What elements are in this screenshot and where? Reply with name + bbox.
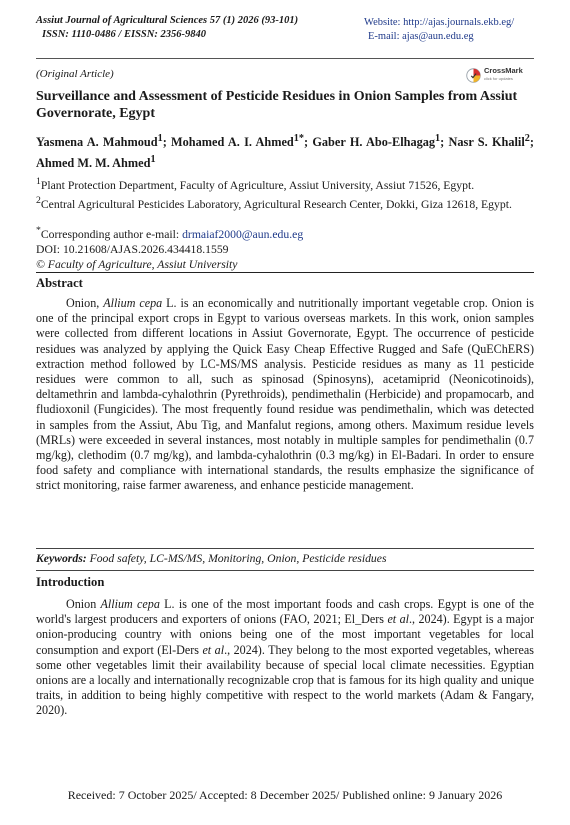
journal-issn: ISSN: 1110-0486 / EISSN: 2356-9840 [42, 29, 206, 40]
copyright-line: © Faculty of Agriculture, Assiut University [36, 257, 238, 271]
abstract-paragraph: Onion, Allium cepa L. is an economically and nutritionally important vegetable crop. Onion is one of the principal export crops in Egypt to various overseas markets. In this work, onion samples were collected from different locations in Assiut Governorate, Egypt. The occurrence of pesticide residues was analyzed by applying the Quick Easy Cheap Effective Rugged and Safe (QuEChERS) extraction method followed by LC-MS/MS analysis. Pesticide residues as many as 11 pesticide residues were common to all, such as spinosad (Spinosyns), acetamiprid (Neonicotinoids), deltamethrin and lambda-cyhalothrin (Pyrethroids), pendimethalin (Herbicide) and propamocarb, and fludioxonil (Fungicides). The most frequently found residue was pendimethalin, which was detected in samples from the Assiut, Abu Tig, and Manfalut regions, among others. Maximum residue levels (MRLs) were exceeded in several instances, most notably in multiple samples for pendimethalin (0.7 mg/kg), clethodim (0.7 mg/kg), and lambda-cyhalothrin (0.3 mg/kg) in El-Badari. In order to ensure food safety and compliance with international standards, the results emphasize the significance of strict monitoring, raise farmer awareness, and enhance pesticide management. [36, 296, 534, 493]
keywords-divider-top [36, 548, 534, 549]
website-link[interactable]: http://ajas.journals.ekb.eg/ [403, 17, 515, 28]
author-name: Gaber H. Abo-Elhagag [312, 135, 436, 150]
author-affil-mark: 2 [524, 133, 530, 144]
affiliation-item: $^1$Plant Protection Department, Faculty of Agriculture, Assiut University, Assiut 71526, Egypt. [36, 176, 475, 192]
author-list: Yasmena A. Mahmoud$^1$; Mohamed A. I. Ahmed$^{1*}$; Gaber H. Abo-Elhagag$^1$; Nasr S. Khalil$^2$; Ahmed M. M. Ahmed$^1$ [36, 133, 534, 171]
affiliations [36, 174, 534, 212]
species-name: Allium cepa [103, 296, 163, 310]
publication-dates: Received: 7 October 2025/ Accepted: 8 December 2025/ Published online: 9 January 2026 [67, 788, 503, 802]
crossmark-sublabel: click for updates [484, 76, 513, 81]
keywords-text: Food safety, LC-MS/MS, Monitoring, Onion, Pesticide residues [86, 552, 387, 565]
header-divider [36, 58, 534, 59]
email-label: E-mail: [368, 31, 400, 42]
corresponding-email-link[interactable]: drmaiaf2000@aun.edu.eg [182, 227, 304, 241]
affiliation-item: $^2$Central Agricultural Pesticides Laboratory, Agricultural Research Center, Dokki, Giza 12618, Egypt. [36, 194, 512, 211]
doi[interactable]: DOI: 10.21608/AJAS.2026.434418.1559 [36, 242, 229, 256]
author-affil-mark: 1 [150, 154, 156, 166]
introduction-paragraph: Onion Allium cepa L. is one of the most important foods and cash crops. Egypt is one of the world's largest producers and exporters of onions (FAO, 2021; El_Ders et al., 2024). Egypt is a major onion-producing country with onions being one of the most important vegetables for local consumption and export (El-Ders et al., 2024). They belong to the most exported vegetables, whereas some other vegetables limit their availability because of special local climate necessities. Egyptian onions are a locally and internationally recognizable crop that is famous for its high quality and unique traits, in addition to being highly competitive with respect to the world markets (Adam & Fangary, 2020). [36, 597, 534, 718]
author-name: Mohamed A. I. Ahmed [171, 135, 294, 150]
corresponding-label: Corresponding author e-mail: [40, 227, 183, 241]
keywords-line [36, 552, 534, 565]
species-name: Allium cepa [100, 597, 160, 611]
author-name: Ahmed M. M. Ahmed [36, 156, 151, 171]
journal-header [36, 14, 298, 42]
abstract-heading: Abstract [36, 276, 83, 290]
author-name: Nasr S. Khalil [448, 135, 525, 150]
author-name: Yasmena A. Mahmoud [36, 135, 158, 150]
journal-email-link[interactable]: ajas@aun.edu.eg [402, 31, 474, 42]
introduction-heading: Introduction [36, 575, 105, 589]
article-type: (Original Article) [36, 68, 114, 80]
keywords-divider-bottom [36, 570, 534, 571]
crossmark-label: CrossMark [484, 66, 523, 75]
crossmark-badge[interactable] [466, 65, 528, 85]
crossmark-icon [466, 68, 481, 83]
journal-contact [364, 16, 514, 44]
author-affil-mark: 1 [157, 133, 163, 144]
website-label: Website: [364, 17, 401, 28]
correspondence-block: *Corresponding author e-mail: drmaiaf2000@aun.edu.eg DOI: 10.21608/AJAS.2026.434418.1559 © Faculty of Agriculture, Assiut University [36, 223, 534, 272]
keywords-label: Keywords: [36, 552, 87, 565]
author-affil-mark: 1 [435, 133, 441, 144]
journal-citation: Assiut Journal of Agricultural Sciences 57 (1) 2026 (93-101) [36, 15, 299, 26]
author-affil-mark: 1* [293, 133, 304, 144]
article-title: Surveillance and Assessment of Pesticide Residues in Onion Samples from Assiut Governorate, Egypt [36, 89, 518, 121]
abstract-divider [36, 272, 534, 273]
